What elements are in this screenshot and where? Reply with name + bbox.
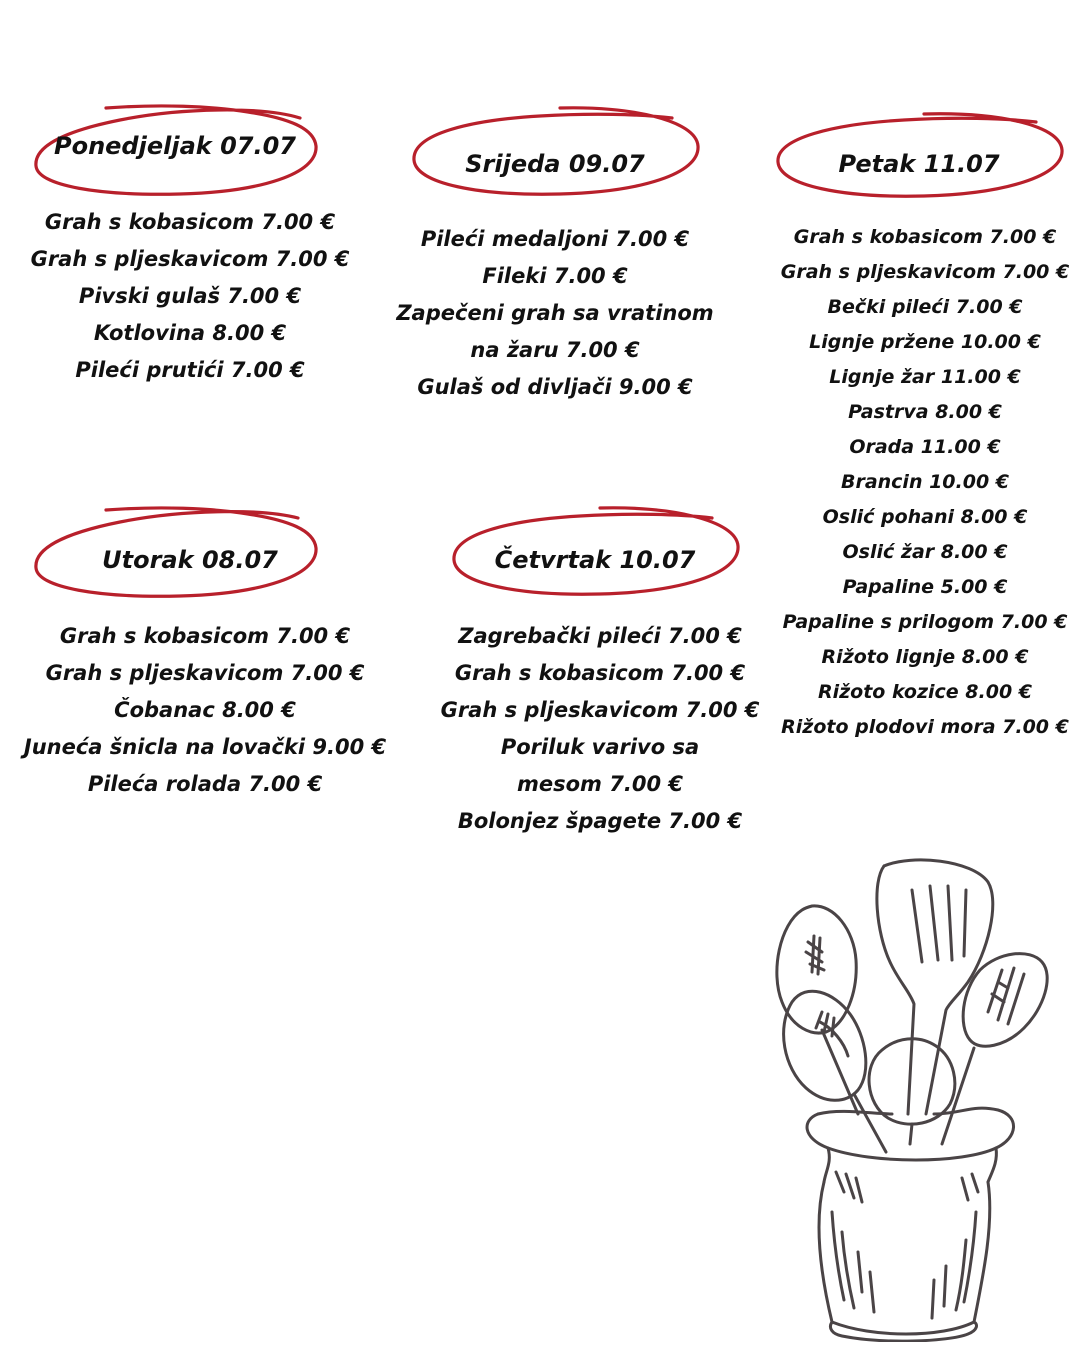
menu-item: Rižoto lignje 8.00 € [821,646,1029,668]
kitchen-utensils-jar-icon [762,852,1062,1342]
menu-item: Papaline 5.00 € [842,576,1008,598]
day-tuesday-title: Utorak 08.07 [102,546,278,574]
day-monday-title: Ponedjeljak 07.07 [53,132,296,160]
menu-item: Bečki pileći 7.00 € [827,296,1023,318]
menu-item: Grah s kobasicom 7.00 € [44,210,336,234]
menu-item: mesom 7.00 € [517,772,683,796]
day-tuesday-header [30,502,320,602]
menu-item: Orada 11.00 € [849,436,1001,458]
menu-item: Lignje pržene 10.00 € [809,331,1041,353]
menu-item: Fileki 7.00 € [482,264,628,288]
menu-item: Grah s kobasicom 7.00 € [793,226,1057,248]
menu-item: Rižoto kozice 8.00 € [817,681,1033,703]
menu-item: Brancin 10.00 € [840,471,1010,493]
day-friday-header [774,110,1064,202]
menu-item: Grah s pljeskavicom 7.00 € [45,661,365,685]
day-thursday-title: Četvrtak 10.07 [494,546,696,574]
menu-item: Juneća šnicla na lovački 9.00 € [23,735,387,759]
menu-item: Grah s kobasicom 7.00 € [59,624,351,648]
menu-item: Grah s kobasicom 7.00 € [454,661,746,685]
day-monday [10,100,380,400]
menu-item: Pileći prutići 7.00 € [75,358,305,382]
menu-item: Poriluk varivo sa [500,735,700,759]
day-wednesday-title: Srijeda 09.07 [465,150,645,178]
day-monday-header [30,100,320,200]
day-friday-title: Petak 11.07 [838,150,1000,178]
menu-item: Oslić pohani 8.00 € [822,506,1028,528]
menu-item: Pileći medaljoni 7.00 € [420,227,690,251]
menu-item: Pastrva 8.00 € [848,401,1002,423]
menu-item: Grah s pljeskavicom 7.00 € [440,698,760,722]
day-thursday-menu [440,618,760,840]
day-wednesday-header [410,104,700,200]
menu-item: Bolonjez špagete 7.00 € [457,809,743,833]
menu-item: Pivski gulaš 7.00 € [78,284,302,308]
day-tuesday-menu [10,618,400,803]
day-wednesday [390,104,720,414]
menu-item: na žaru 7.00 € [470,338,640,362]
day-friday-menu [770,220,1080,745]
menu-item: Pileća rolada 7.00 € [87,772,323,796]
menu-item: Kotlovina 8.00 € [93,321,287,345]
day-thursday-header [450,502,740,602]
menu-item: Rižoto plodovi mora 7.00 € [781,716,1069,738]
day-friday [770,110,1080,760]
menu-item: Lignje žar 11.00 € [829,366,1021,388]
menu-item: Zagrebački pileći 7.00 € [458,624,742,648]
day-thursday [440,502,760,842]
menu-item: Oslić žar 8.00 € [842,541,1008,563]
menu-item: Grah s pljeskavicom 7.00 € [30,247,350,271]
menu-item: Papaline s prilogom 7.00 € [782,611,1068,633]
day-tuesday [10,502,400,812]
day-wednesday-menu [390,221,720,406]
menu-item: Zapečeni grah sa vratinom [396,301,714,325]
day-monday-menu [10,204,370,389]
menu-item: Čobanac 8.00 € [114,698,296,722]
menu-item: Grah s pljeskavicom 7.00 € [780,261,1070,283]
menu-item: Gulaš od divljači 9.00 € [417,375,693,399]
